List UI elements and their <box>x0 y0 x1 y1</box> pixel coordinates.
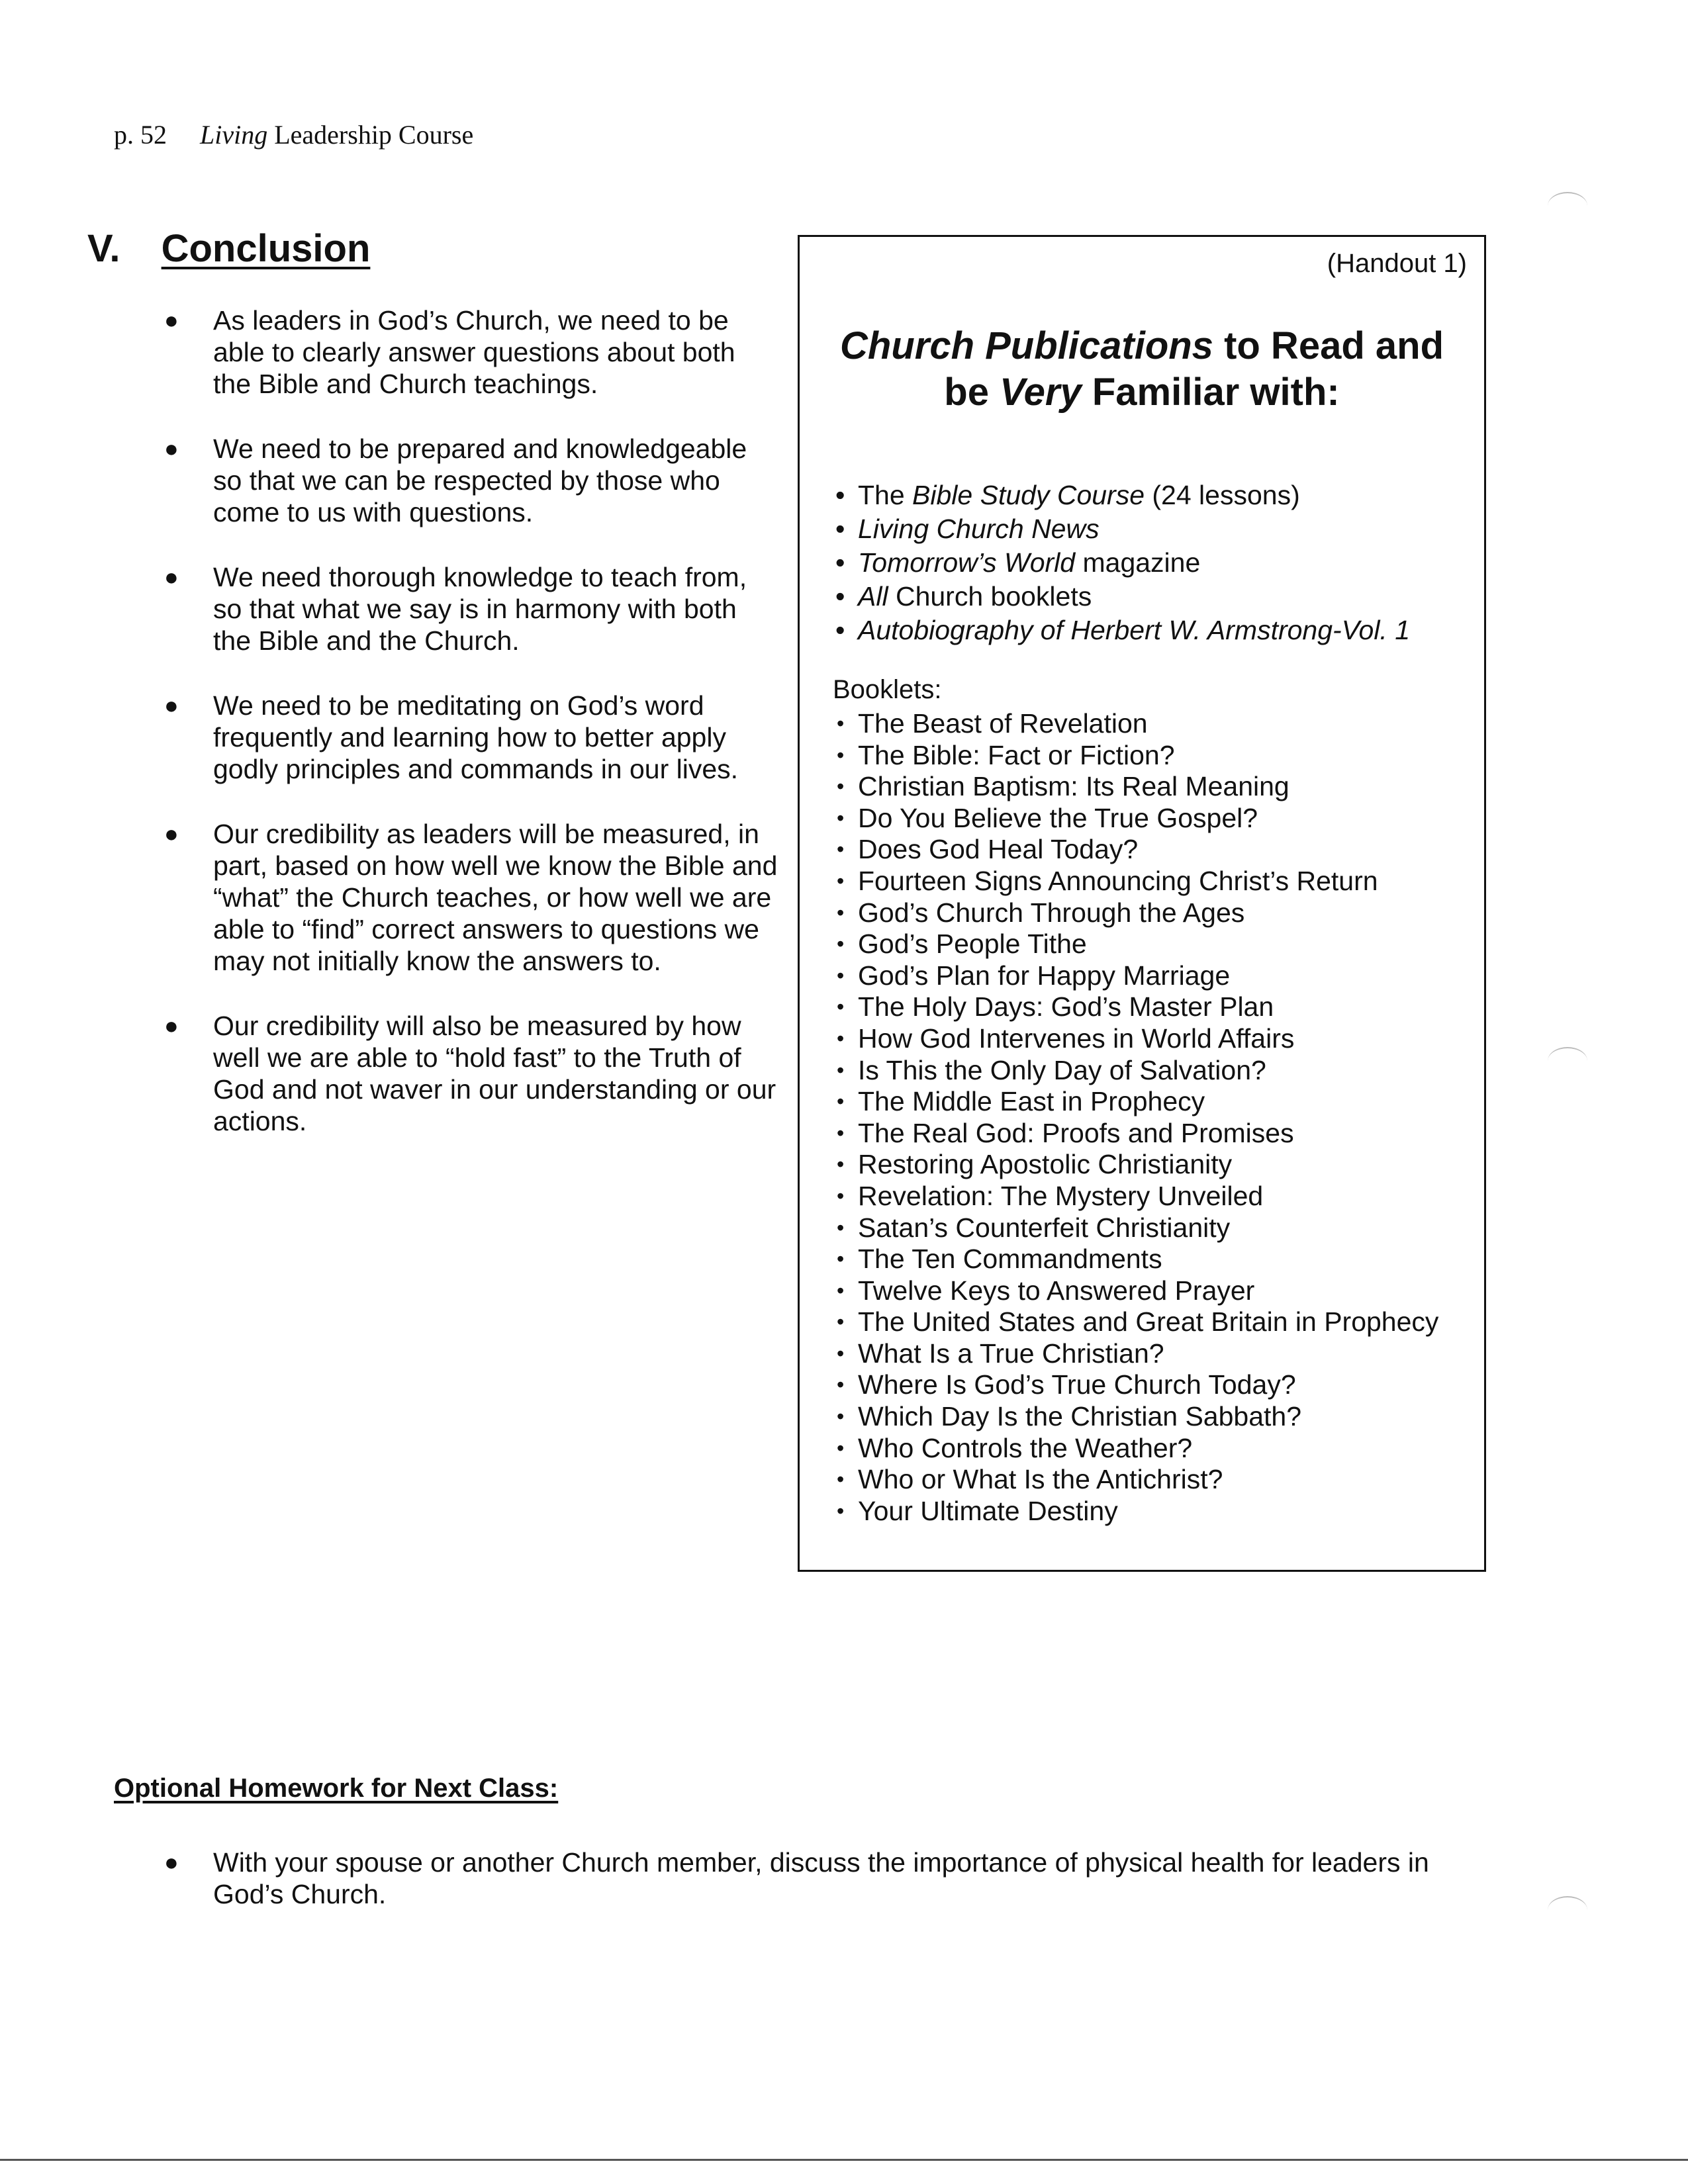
booklet-title: How God Intervenes in World Affairs <box>858 1023 1295 1054</box>
bullet-icon: • <box>837 1120 845 1145</box>
bullet-icon: ● <box>164 435 179 462</box>
bullet-icon: • <box>837 1498 845 1523</box>
bullet-icon: • <box>837 1215 845 1240</box>
conclusion-text: Our credibility as leaders will be measured, in part, based on how well we know the Bible and “what” the Church teaches, or how well we are able to “find” correct answers to questions we may not initially know the answers to. <box>213 819 778 976</box>
booklet-item <box>833 1181 1438 1212</box>
bullet-icon: ● <box>164 692 179 719</box>
booklet-item <box>833 708 1438 740</box>
publication-item: • Tomorrow’s World magazine <box>833 546 1410 580</box>
booklet-title: Satan’s Counterfeit Christianity <box>858 1212 1231 1243</box>
title-italic-part: Very <box>1000 371 1082 414</box>
booklets-label: Booklets: <box>833 675 942 704</box>
booklet-title: Where Is God’s True Church Today? <box>858 1369 1296 1400</box>
section-heading <box>87 226 370 271</box>
page-bottom-rule <box>0 2159 1688 2161</box>
bullet-icon: • <box>837 805 845 830</box>
bullet-icon: • <box>837 837 845 862</box>
page-header <box>114 119 473 150</box>
booklet-title: What Is a True Christian? <box>858 1338 1164 1369</box>
bullet-icon: ● <box>164 1848 179 1876</box>
bullet-icon: ● <box>164 820 179 847</box>
booklet-item <box>833 1275 1438 1307</box>
booklet-item <box>833 1369 1438 1401</box>
binder-hole-mark <box>1548 1047 1587 1075</box>
publication-item: • Autobiography of Herbert W. Armstrong-Vol. 1 <box>833 614 1410 647</box>
conclusion-text: We need to be prepared and knowledgeable so that we can be respected by those who come to us with questions. <box>213 433 747 527</box>
booklet-item <box>833 803 1438 835</box>
conclusion-text: We need to be meditating on God’s word frequently and learning how to better apply godly principles and commands in our lives. <box>213 690 739 784</box>
bullet-icon: • <box>837 1278 845 1302</box>
booklet-title: The United States and Great Britain in Prophecy <box>858 1306 1439 1338</box>
bullet-icon: • <box>835 547 845 578</box>
course-title-italic: Living <box>200 120 268 150</box>
booklet-title: The Real God: Proofs and Promises <box>858 1117 1294 1148</box>
bullet-icon: • <box>837 1089 845 1114</box>
binder-hole-mark <box>1548 192 1587 220</box>
booklet-title: The Ten Commandments <box>858 1244 1162 1275</box>
conclusion-point <box>152 690 778 785</box>
handout-box <box>798 235 1486 1572</box>
publication-item: • Living Church News <box>833 512 1410 546</box>
booklet-item <box>833 1244 1438 1275</box>
bullet-icon: ● <box>164 306 179 334</box>
binder-hole-mark <box>1548 1896 1587 1924</box>
publication-item: • The Bible Study Course (24 lessons) <box>833 478 1410 512</box>
booklet-item <box>833 1401 1438 1433</box>
title-plain-part: to Read and <box>1224 324 1444 367</box>
booklet-title: The Bible: Fact or Fiction? <box>858 739 1175 770</box>
booklet-title: Fourteen Signs Announcing Christ’s Return <box>858 865 1378 896</box>
booklet-title: Revelation: The Mystery Unveiled <box>858 1180 1264 1211</box>
booklet-title: Christian Baptism: Its Real Meaning <box>858 771 1289 802</box>
homework-heading: Optional Homework for Next Class: <box>114 1774 559 1803</box>
booklet-title: Your Ultimate Destiny <box>858 1495 1118 1526</box>
booklet-item <box>833 1086 1438 1118</box>
booklet-item <box>833 1212 1438 1244</box>
bullet-icon: ● <box>164 563 179 590</box>
course-title-rest: Leadership Course <box>274 120 474 150</box>
booklet-item <box>833 1118 1438 1150</box>
bullet-icon: • <box>837 1183 845 1208</box>
bullet-icon: • <box>837 711 845 735</box>
bullet-icon: • <box>835 615 845 645</box>
publications-list <box>833 478 1410 647</box>
bullet-icon: • <box>837 1341 845 1365</box>
bullet-icon: • <box>837 1404 845 1429</box>
bullet-icon: • <box>837 1152 845 1177</box>
booklet-title: The Middle East in Prophecy <box>858 1086 1205 1117</box>
bullet-icon: • <box>837 868 845 893</box>
booklet-item <box>833 929 1438 960</box>
title-italic-part: Church Publications <box>840 324 1213 367</box>
bullet-icon: • <box>835 480 845 510</box>
booklet-item <box>833 960 1438 992</box>
booklet-title: Do You Believe the True Gospel? <box>858 802 1258 833</box>
conclusion-point <box>152 304 778 400</box>
bullet-icon: • <box>837 900 845 925</box>
conclusion-text: As leaders in God’s Church, we need to be able to clearly answer questions about both the Bible and Church teachings. <box>213 305 735 399</box>
booklet-item <box>833 897 1438 929</box>
booklet-title: Who or What Is the Antichrist? <box>858 1464 1223 1495</box>
bullet-icon: • <box>837 1310 845 1334</box>
conclusion-point <box>152 433 778 528</box>
booklet-item <box>833 1338 1438 1370</box>
booklet-item <box>833 834 1438 866</box>
title-plain-part: Familiar with: <box>1092 371 1340 414</box>
bullet-icon: • <box>837 1373 845 1397</box>
conclusion-point <box>152 818 778 977</box>
booklet-title: God’s Church Through the Ages <box>858 897 1245 928</box>
conclusion-list <box>152 304 778 1170</box>
booklet-title: God’s Plan for Happy Marriage <box>858 960 1231 991</box>
handout-label: (Handout 1) <box>1327 249 1467 278</box>
title-plain-part: be <box>944 371 989 414</box>
bullet-icon: • <box>835 514 845 544</box>
booklet-title: The Holy Days: God’s Master Plan <box>858 991 1274 1023</box>
homework-text: With your spouse or another Church member, discuss the importance of physical health for leaders in God’s Church. <box>213 1847 1429 1909</box>
booklet-title: Who Controls the Weather? <box>858 1432 1193 1463</box>
booklet-title: Is This the Only Day of Salvation? <box>858 1054 1266 1085</box>
booklet-item <box>833 1433 1438 1465</box>
bullet-icon: • <box>837 1247 845 1271</box>
bullet-icon: • <box>837 1435 845 1460</box>
bullet-icon: • <box>837 774 845 799</box>
booklet-title: Does God Heal Today? <box>858 834 1139 865</box>
booklet-item <box>833 1306 1438 1338</box>
conclusion-text: We need thorough knowledge to teach from, so that what we say is in harmony with both the Bible and the Church. <box>213 562 747 656</box>
bullet-icon: • <box>837 932 845 956</box>
bullet-icon: • <box>835 581 845 612</box>
homework-list <box>152 1846 1476 1910</box>
booklet-item <box>833 771 1438 803</box>
booklet-item <box>833 866 1438 897</box>
section-title: Conclusion <box>161 227 371 270</box>
section-numeral: V. <box>87 227 120 270</box>
booklet-item <box>833 1055 1438 1087</box>
bullet-icon: • <box>837 1467 845 1492</box>
booklet-item <box>833 1464 1438 1496</box>
publication-item: • All Church booklets <box>833 580 1410 614</box>
bullet-icon: • <box>837 743 845 767</box>
booklet-title: God’s People Tithe <box>858 929 1087 960</box>
bullet-icon: ● <box>164 1012 179 1039</box>
booklet-title: Restoring Apostolic Christianity <box>858 1149 1233 1180</box>
booklet-title: Which Day Is the Christian Sabbath? <box>858 1401 1301 1432</box>
booklets-list <box>833 708 1438 1527</box>
bullet-icon: • <box>837 995 845 1019</box>
homework-item <box>152 1846 1476 1910</box>
conclusion-text: Our credibility will also be measured by how well we are able to “hold fast” to the Truth of God and not waver in our understanding or our actions. <box>213 1011 776 1136</box>
bullet-icon: • <box>837 963 845 987</box>
conclusion-point <box>152 1010 778 1137</box>
booklet-item <box>833 1496 1438 1527</box>
booklet-item <box>833 1149 1438 1181</box>
page-number: p. 52 <box>114 120 167 150</box>
booklet-item <box>833 991 1438 1023</box>
booklet-title: Twelve Keys to Answered Prayer <box>858 1275 1255 1306</box>
handout-title <box>800 323 1484 416</box>
booklet-item <box>833 740 1438 772</box>
bullet-icon: • <box>837 1026 845 1050</box>
conclusion-point <box>152 561 778 657</box>
booklet-item <box>833 1023 1438 1055</box>
booklet-title: The Beast of Revelation <box>858 708 1148 739</box>
bullet-icon: • <box>837 1058 845 1082</box>
